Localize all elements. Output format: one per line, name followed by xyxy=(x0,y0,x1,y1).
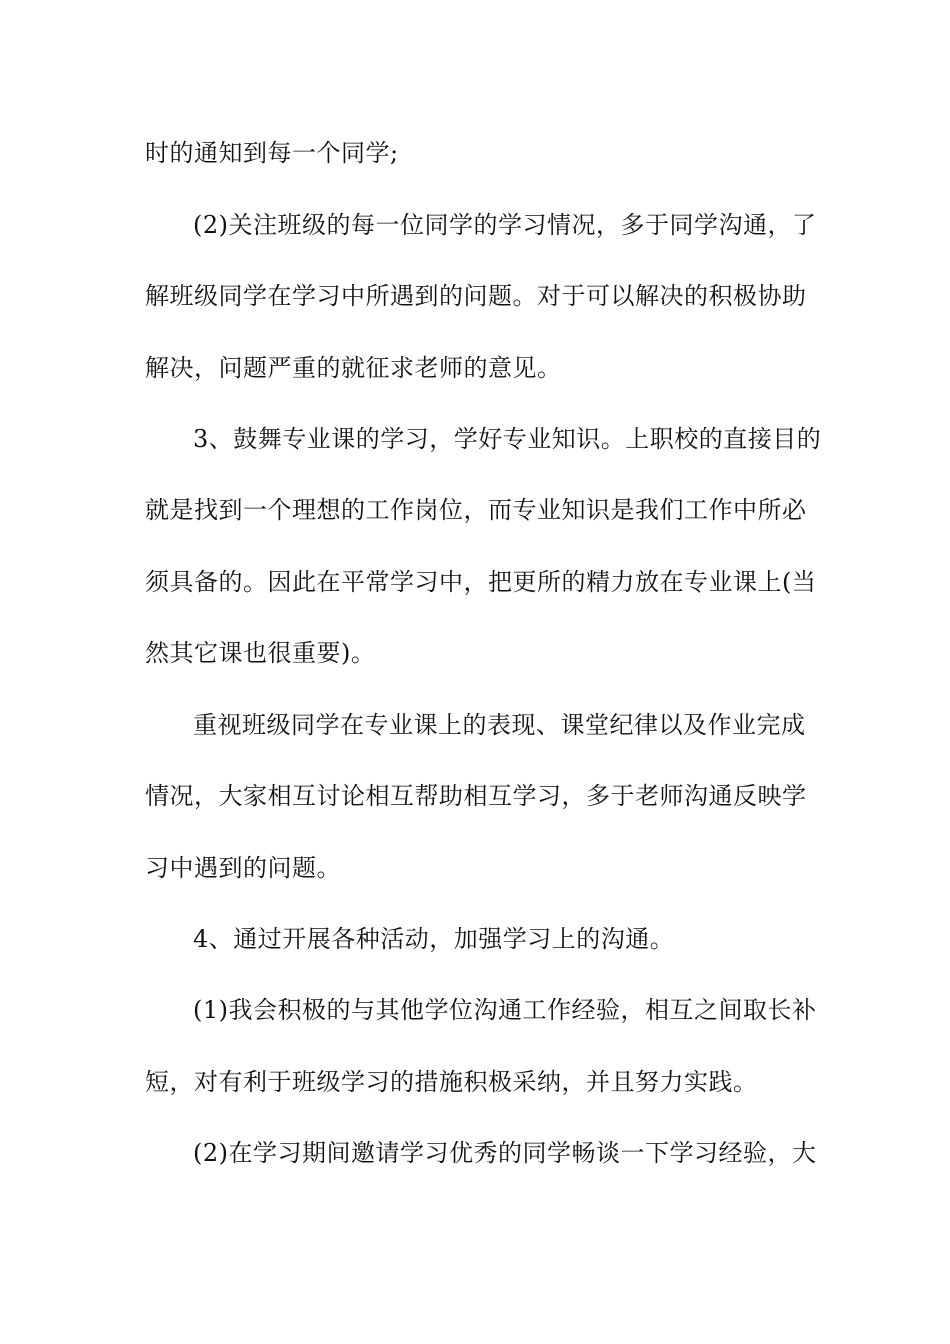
text-line: 情况，大家相互讨论相互帮助相互学习，多于老师沟通反映学 xyxy=(145,782,807,810)
text-line: 4、通过开展各种活动，加强学习上的沟通。 xyxy=(193,925,675,953)
text-line: 然其它课也很重要)。 xyxy=(145,639,376,667)
text-line: 解决，问题严重的就征求老师的意见。 xyxy=(145,354,562,382)
text-line: (2)在学习期间邀请学习优秀的同学畅谈一下学习经验，大 xyxy=(193,1139,817,1167)
text-line: 须具备的。因此在平常学习中，把更所的精力放在专业课上(当 xyxy=(145,568,817,596)
text-line: 短，对有利于班级学习的措施积极采纳，并且努力实践。 xyxy=(145,1068,758,1096)
text-line: (1)我会积极的与其他学位沟通工作经验，相互之间取长补 xyxy=(193,996,817,1024)
text-line: 习中遇到的问题。 xyxy=(145,854,341,882)
text-line: 解班级同学在学习中所遇到的问题。对于可以解决的积极协助 xyxy=(145,282,807,310)
text-line: 重视班级同学在专业课上的表现、课堂纪律以及作业完成 xyxy=(193,711,806,739)
text-line: 就是找到一个理想的工作岗位，而专业知识是我们工作中所必 xyxy=(145,496,807,524)
text-line: 时的通知到每一个同学; xyxy=(145,139,399,167)
text-line: 3、鼓舞专业课的学习，学好专业知识。上职校的直接目的 xyxy=(193,425,822,453)
text-line: (2)关注班级的每一位同学的学习情况，多于同学沟通，了 xyxy=(193,211,817,239)
